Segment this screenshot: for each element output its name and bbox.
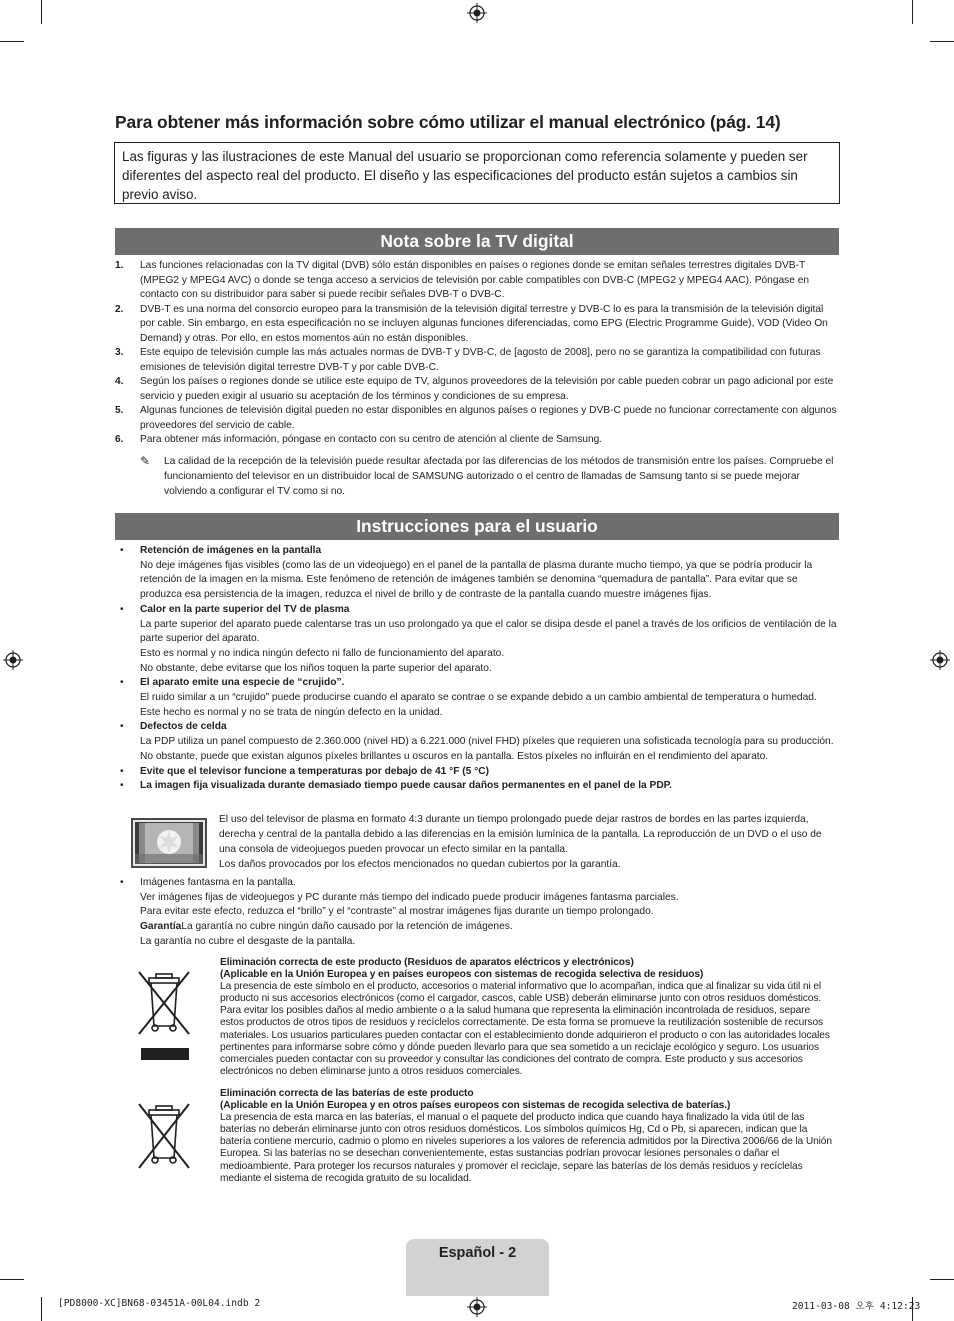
weee-battery-notice	[220, 1088, 836, 1185]
page-title: Para obtener más información sobre cómo utilizar el manual electrónico (pág. 14)	[115, 112, 781, 132]
registration-mark-icon	[467, 3, 487, 23]
list-item	[115, 544, 839, 603]
bullet-icon: •	[120, 721, 124, 733]
bullet-heading: Defectos de celda	[140, 721, 227, 733]
bullet-heading: El aparato emite una especie de “crujido”.	[140, 677, 345, 689]
bullet-body: La parte superior del aparato puede calentarse tras un uso prolongado ya que el calor se disipa desde el panel a través de los orificios de ventilación de la parte superior del aparato.	[140, 618, 837, 645]
list-item	[115, 720, 839, 764]
bullet-body: Esto es normal y no indica ningún defecto ni fallo de funcionamiento del aparato.	[140, 647, 505, 659]
footer-file-info: [PD8000-XC]BN68-03451A-00L04.indb 2	[58, 1298, 261, 1309]
warranty-label: Garantía	[140, 921, 182, 933]
digital-tv-list	[115, 259, 839, 500]
bullet-icon: •	[120, 765, 124, 777]
bullet-body: Para evitar este efecto, reduzca el “brillo” y el “contraste” al mostrar imágenes fijas durante un tiempo prolongado.	[140, 906, 654, 918]
bullet-heading: Calor en la parte superior del TV de plasma	[140, 603, 350, 615]
crop-mark	[930, 41, 954, 42]
image-note-text: Los daños provocados por los efectos mencionados no quedan cubiertos por la garantía.	[219, 859, 621, 870]
crossed-battery-bin-icon	[135, 1102, 193, 1174]
weee-title: Eliminación correcta de este producto (Residuos de aparatos eléctricos y electrónicos)	[220, 957, 634, 968]
list-item	[115, 303, 839, 347]
item-number: 1.	[115, 260, 124, 271]
item-text: Según los países o regiones donde se utilice este equipo de TV, algunos proveedores de la televisión por cable pueden cobrar un pago adicional por este servicio y pueden exigir al usuario su aceptación de los términos y condiciones de su empresa.	[140, 376, 834, 402]
crop-mark	[0, 1279, 24, 1280]
section-heading-digital-tv: Nota sobre la TV digital	[115, 228, 839, 255]
item-number: 3.	[115, 347, 124, 358]
item-text: DVB-T es una norma del consorcio europeo para la transmisión de la televisión digital terrestre y DVB-C lo es para la transmisión de la televisión digital por cable. Sin embargo, en esta especificación no se incluyen algunas funciones diferenciadas, como EPG (Electric Programme Guide), VOD (Video On Demand) y otras. Por ello, en estos momentos aún no están disponibles.	[140, 303, 828, 344]
item-text: Para obtener más información, póngase en contacto con su centro de atención al cliente de Samsung.	[140, 434, 603, 445]
crop-mark	[930, 1279, 954, 1280]
disclaimer-box: Las figuras y las ilustraciones de este Manual del usuario se proporcionan como referencia solamente y pueden ser diferentes del aspecto real del producto. El diseño y las especificaciones del producto están sujetos a cambios sin previo aviso.	[114, 142, 840, 204]
pencil-note-icon: ✎	[140, 453, 151, 468]
list-item	[115, 779, 839, 794]
bullet-body: Ver imágenes fijas de videojuegos y PC durante más tiempo del indicado puede producir imágenes fantasma parciales.	[140, 891, 679, 903]
image-note-text: El uso del televisor de plasma en formato 4:3 durante un tiempo prolongado puede dejar rastros de bordes en las partes izquierda, derecha y central de la pantalla debido a las diferencias en la emisión lumínica de la pantalla. La reproducción de un DVD o el uso de una consola de videojuegos pueden provocar un efecto similar en la pantalla.	[219, 814, 822, 855]
item-text: Las funciones relacionadas con la TV digital (DVB) sólo están disponibles en países o regiones donde se emitan señales terrestres digitales DVB-T (MPEG2 y MPEG4 AVC) o donde se tenga acceso a servicios de televisión por cable compatibles con DVB-C (MPEG2 y MPEG4 AAC). Póngase en contacto con su distribuidor para saber si puede recibir señales DVB-T o DVB-C.	[140, 260, 810, 300]
bullet-body: No obstante, debe evitarse que los niños toquen la parte superior del aparato.	[140, 662, 492, 674]
user-instructions-list	[115, 544, 839, 794]
page-number: Español - 2	[438, 1245, 517, 1261]
bullet-icon: •	[120, 603, 124, 615]
footer-timestamp: 2011-03-08 오후 4:12:23	[792, 1301, 921, 1312]
bullet-body: La PDP utiliza un panel compuesto de 2.360.000 (nivel HD) a 6.221.000 (nivel FHD) píxeles que requieren una sofisticada tecnología para su producción. No obstante, puede que existan algunos píxeles brillantes u oscuros en la pantalla. Estos píxeles no influirán en el rendimiento del aparato.	[140, 736, 834, 762]
crop-mark	[912, 0, 913, 24]
section-heading-user-instructions: Instrucciones para el usuario	[115, 513, 839, 540]
item-text: Este equipo de televisión cumple las más actuales normas de DVB-T y DVB-C, de [agosto de 2008], pero no se garantiza la compatibilidad con futuras emisiones de televisión digital terrestre DVB-T y por cable DVB-C.	[140, 347, 821, 373]
crossed-bin-icon	[135, 968, 193, 1064]
crop-mark	[41, 0, 42, 24]
crop-mark	[0, 41, 24, 42]
list-item	[115, 404, 839, 433]
weee-title: Eliminación correcta de las baterías de este producto	[220, 1088, 474, 1099]
list-item	[115, 603, 839, 677]
bullet-icon: •	[120, 780, 124, 792]
crop-mark	[41, 1297, 42, 1321]
bullet-icon: •	[120, 877, 124, 888]
memo-note	[115, 454, 839, 500]
weee-body: La presencia de este símbolo en el producto, accesorios o material informativo que lo acompañan, indica que al finalizar su vida útil ni el producto ni sus accesorios electrónicos (como el cargador, cascos, cable USB) deberán eliminarse junto con otros residuos domésticos. Para evitar los posibles daños al medio ambiente o a la salud humana que representa la eliminación incontrolada de residuos, separe estos productos de otros tipos de residuos y recíclelos correctamente. De esta forma se promueve la reutilización sostenible de recursos materiales. Los usuarios particulares pueden contactar con el establecimiento donde adquirieron el producto o con las autoridades locales pertinentes para informarse sobre cómo y dónde pueden llevarlo para que sea sometido a un reciclaje ecológico y seguro. Los usuarios comerciales pueden contactar con su proveedor y consultar las condiciones del contrato de compra. Este producto y sus accesorios electrónicos no deben eliminarse junto a otros residuos comerciales.	[220, 981, 830, 1077]
list-item	[115, 433, 839, 448]
weee-subtitle: (Aplicable en la Unión Europea y en países europeos con sistemas de recogida selectiva de residuos)	[220, 969, 704, 981]
weee-product-notice	[220, 957, 836, 1078]
list-item	[115, 259, 839, 303]
item-number: 6.	[115, 434, 124, 445]
tv-screen-image	[131, 818, 207, 868]
weee-subtitle: (Aplicable en la Unión Europea y en otros países europeos con sistemas de recogida selectiva de baterías.)	[220, 1100, 731, 1112]
list-item	[115, 676, 839, 720]
bullet-body: No deje imágenes fijas visibles (como las de un videojuego) en el panel de la pantalla de plasma durante mucho tiempo, ya que se podría producir la retención de la imagen en la misma. Este fenómeno de retención de imágenes también se denomina “quemadura de pantalla”. Para evitar que se produzca esa persistencia de la imagen, reduzca el nivel de brillo y de contraste de la pantalla cuando muestre imágenes fijas.	[140, 559, 813, 601]
list-item	[115, 346, 839, 375]
item-text: Algunas funciones de televisión digital pueden no estar disponibles en algunos países o regiones y DVB-C puede no funcionar correctamente con algunos proveedores del servicio de cable.	[140, 405, 837, 431]
bullet-body: La garantía no cubre ningún daño causado por la retención de imágenes.	[181, 921, 513, 933]
bullet-body: La garantía no cubre el desgaste de la pantalla.	[140, 935, 356, 947]
registration-mark-icon	[930, 650, 950, 670]
item-number: 2.	[115, 303, 124, 315]
bullet-heading: La imagen fija visualizada durante demasiado tiempo puede causar daños permanentes en el panel de la PDP.	[140, 780, 672, 792]
weee-body: La presencia de esta marca en las baterías, el manual o el paquete del producto indica que cuando haya finalizado la vida útil de las baterías no deberán eliminarse junto con otros residuos domésticos. Los símbolos químicos Hg, Cd o Pb, si aparecen, indican que la batería contiene mercurio, cadmio o plomo en niveles superiores a los valores de referencia admitidos por la Directiva 2006/66 de la Unión Europea. Si las baterías no se desechan convenientemente, estas sustancias podrían provocar lesiones personales o dañar el medioambiente. Para proteger los recursos naturales y promover el reciclaje, separe las baterías de los demás residuos y recíclelas mediante el sistema de recogida gratuito de su localidad.	[220, 1112, 832, 1184]
list-item	[115, 765, 839, 780]
registration-mark-icon	[467, 1297, 487, 1317]
list-item	[115, 375, 839, 404]
list-item	[115, 876, 839, 950]
item-number: 4.	[115, 376, 124, 387]
bullet-body: El ruido similar a un “crujido” puede producirse cuando el aparato se contrae o se expande debido a un cambio ambiental de temperatura o humedad. Este hecho es normal y no se trata de ningún defecto en la unidad.	[140, 692, 817, 718]
ghost-images-list	[115, 876, 839, 950]
image-note	[219, 812, 839, 872]
page-number-tab	[406, 1239, 549, 1296]
bullet-icon: •	[120, 545, 124, 556]
bullet-heading: Evite que el televisor funcione a temperaturas por debajo de 41 °F (5 °C)	[140, 765, 489, 777]
bullet-icon: •	[120, 677, 124, 689]
memo-text: La calidad de la recepción de la televisión puede resultar afectada por las diferencias de los métodos de transmisión entre los países. Compruebe el funcionamiento del televisor en un distribuidor local de SAMSUNG autorizado o el centro de llamadas de Samsung tanto si se puede mejorar volviendo a configurar el TV como si no.	[164, 455, 834, 498]
registration-mark-icon	[3, 650, 23, 670]
item-number: 5.	[115, 405, 124, 416]
bullet-heading: Retención de imágenes en la pantalla	[140, 545, 322, 556]
bullet-heading: Imágenes fantasma en la pantalla.	[140, 877, 296, 888]
